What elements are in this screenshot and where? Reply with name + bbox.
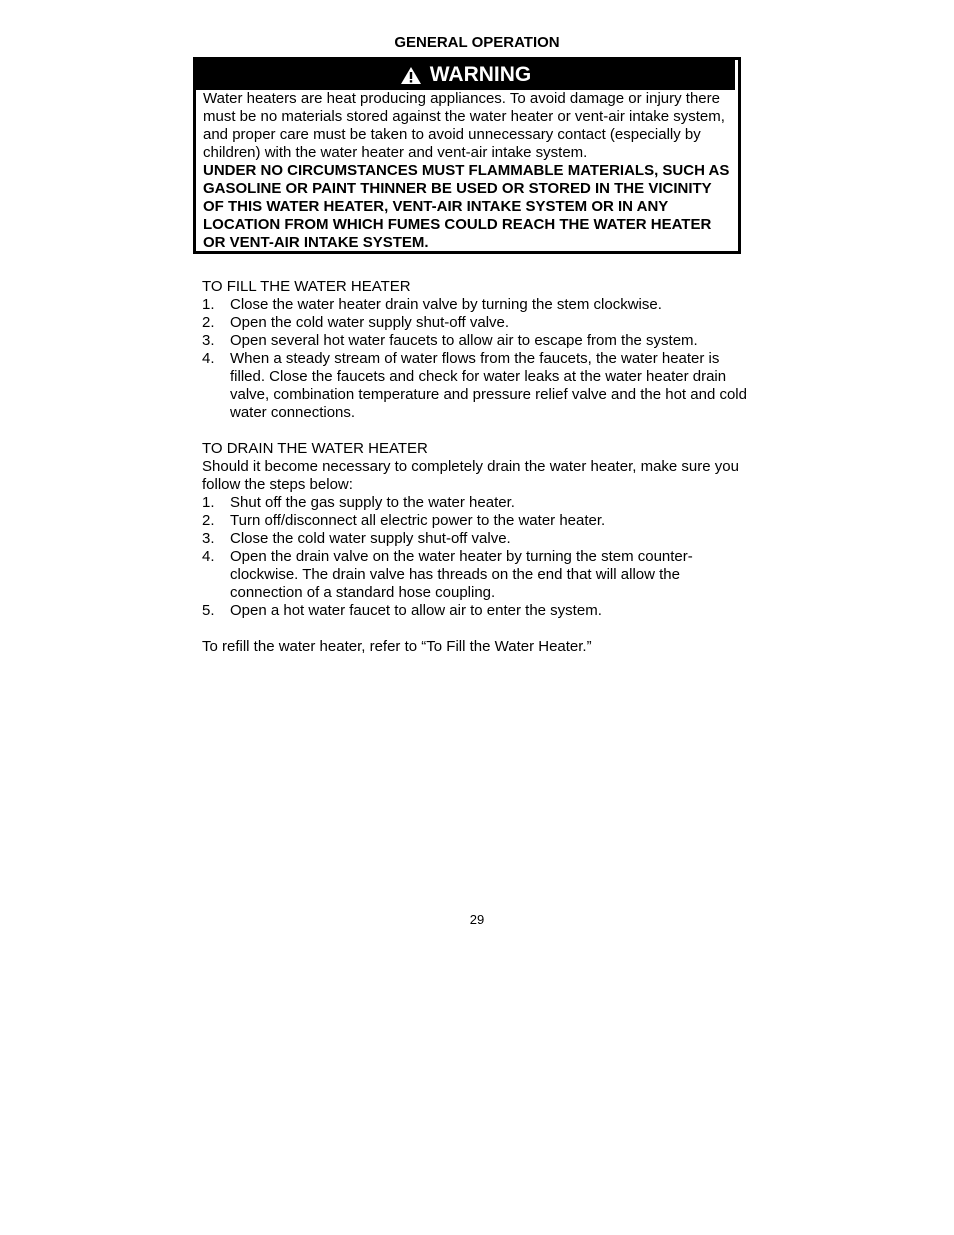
warning-header [196,60,738,90]
spacer [202,422,762,440]
list-item: 1. Shut off the gas supply to the water heater. [202,494,515,511]
warning-text: Water heaters are heat producing appliances. To avoid damage or injury there must be no materials stored against the water heater or vent-air intake system, and proper care must be taken to avoid unnecessary contact (especially by children) with the water heater and vent-air intake system. [203,90,725,161]
page-heading: GENERAL OPERATION [394,34,560,51]
drain-intro: Should it become necessary to completely drain the water heater, make sure you follow the steps below: [202,458,739,493]
list-item: 5. Open a hot water faucet to allow air to enter the system. [202,602,602,619]
list-item: 1. Close the water heater drain valve by turning the stem clockwise. [202,296,662,313]
drain-section-title: TO DRAIN THE WATER HEATER [202,440,428,457]
page-number: 29 [469,912,485,927]
list-item: 3. Close the cold water supply shut-off valve. [202,530,511,547]
fill-section-title: TO FILL THE WATER HEATER [202,278,411,295]
refill-note: To refill the water heater, refer to “To Fill the Water Heater.” [202,638,592,655]
spacer [202,620,762,638]
list-item: 2. Turn off/disconnect all electric power to the water heater. [202,512,606,529]
warning-triangle-icon [400,66,422,85]
list-item: 4. When a steady stream of water flows from the faucets, the water heater is filled. Close the faucets and check for water leaks at the water heater drain valve, combination temperature and pressure relief valve and the hot and cold water connections. [202,350,747,421]
instructions [202,278,762,656]
fill-steps-list [202,296,762,422]
warning-box [193,57,741,254]
warning-bold-text: UNDER NO CIRCUMSTANCES MUST FLAMMABLE MATERIALS, SUCH AS GASOLINE OR PAINT THINNER BE USED OR STORED IN THE VICINITY OF THIS WATER HEATER, VENT-AIR INTAKE SYSTEM OR IN ANY LOCATION FROM WHICH FUMES COULD REACH THE WATER HEATER OR VENT-AIR INTAKE SYSTEM. [203,162,730,251]
warning-body [196,90,738,252]
warning-title: WARNING [429,63,532,86]
drain-steps-list [202,494,742,620]
list-item: 4. Open the drain valve on the water heater by turning the stem counter-clockwise. The drain valve has threads on the end that will allow the connection of a standard hose coupling. [202,548,693,601]
list-item: 2. Open the cold water supply shut-off valve. [202,314,510,331]
list-item: 3. Open several hot water faucets to allow air to escape from the system. [202,332,698,349]
